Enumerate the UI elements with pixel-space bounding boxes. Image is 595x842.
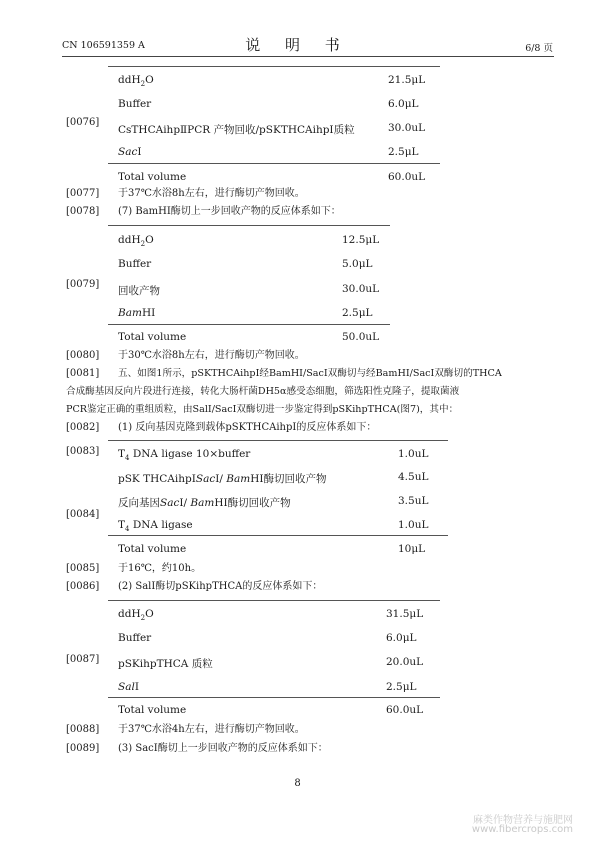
- table-row-label: $T_4$ DNA ligase: [118, 519, 193, 534]
- table-row-label: pSK THCAihpⅠSacⅠ/ BamHⅠ酶切回收产物: [118, 473, 327, 485]
- paragraph-number: [0078]: [66, 206, 100, 217]
- paragraph-number: [0076]: [66, 117, 100, 128]
- table-row-label: Total volume: [118, 543, 187, 555]
- table-row-value: 31.5μL: [386, 608, 424, 620]
- paragraph-text: 于16℃，约10h。: [118, 563, 202, 574]
- table-row-value: 2.5μL: [386, 681, 417, 693]
- patent-number: CN 106591359 A: [62, 40, 145, 51]
- table-row-value: 2.5μL: [388, 146, 419, 158]
- table-row-label: Total volume: [118, 331, 187, 343]
- paragraph-text: 于37℃水浴8h左右，进行酶切产物回收。: [118, 188, 305, 199]
- paragraph-text: (2) SalⅠ酶切pSKihpTHCA的反应体系如下：: [118, 581, 323, 592]
- paragraph-number: [0088]: [66, 724, 100, 735]
- table-sum-rule: [108, 535, 448, 536]
- table-sum-rule: [108, 697, 440, 698]
- table-row-label: CsTHCAihpⅡPCR 产物回收/pSKTHCAihpⅠ质粒: [118, 124, 355, 136]
- table-top-rule: [108, 225, 390, 226]
- table-row-label: pSKihpTHCA 质粒: [118, 658, 213, 670]
- table-row-label: ddH$_2$O: [118, 234, 154, 249]
- paragraph-number: [0087]: [66, 654, 100, 665]
- watermark-url: www.fibercrops.com: [471, 824, 573, 835]
- paragraph-text: (1) 反向基因克隆到载体pSKTHCAihpⅠ的反应体系如下：: [118, 422, 377, 433]
- table-row-value: 12.5μL: [342, 234, 380, 246]
- paragraph-text: (3) SacⅠ酶切上一步回收产物的反应体系如下：: [118, 743, 328, 754]
- paragraph-text: 五、如图1所示，pSKTHCAihpⅠ经BamHⅠ/SacⅠ双酶切与经BamHⅠ/SacⅠ双酶切的THCA: [118, 368, 502, 379]
- paragraph-number: [0089]: [66, 743, 100, 754]
- table-row-value: 6.0μL: [386, 632, 417, 644]
- paragraph-number: [0082]: [66, 422, 100, 433]
- table-row-label: ddH$_2$O: [118, 608, 154, 623]
- table-row-value: 60.0uL: [386, 704, 424, 716]
- table-row-label: Buffer: [118, 632, 152, 644]
- paragraph-number: [0084]: [66, 509, 100, 520]
- paragraph-text: 于30℃水浴8h左右，进行酶切产物回收。: [118, 350, 305, 361]
- paragraph-number: [0079]: [66, 279, 100, 290]
- table-top-rule: [108, 440, 448, 441]
- watermark-text: 麻类作物营养与施肥网: [473, 815, 573, 826]
- paragraph-number: [0081]: [66, 368, 100, 379]
- paragraph-number: [0086]: [66, 581, 100, 592]
- paragraph-number: [0077]: [66, 188, 100, 199]
- paragraph-text: 合成酶基因反向片段进行连接，转化大肠杆菌DH5α感受态细胞，筛选阳性克隆子，提取菌液: [66, 386, 460, 397]
- paragraph-number: [0083]: [66, 446, 100, 457]
- table-row-value: 30.0uL: [342, 283, 380, 295]
- paragraph-number: [0085]: [66, 563, 100, 574]
- table-row-value: 4.5uL: [398, 471, 429, 483]
- table-row-value: 5.0μL: [342, 258, 373, 270]
- table-row-value: 1.0uL: [398, 519, 429, 531]
- table-row-value: 20.0uL: [386, 656, 424, 668]
- table-row-value: 6.0μL: [388, 98, 419, 110]
- page-ratio: 6/8 页: [525, 43, 553, 54]
- table-row-label: 回收产物: [118, 285, 160, 297]
- table-row-value: 2.5μL: [342, 307, 373, 319]
- table-row-label: $T_4$ DNA ligase 10×buffer: [118, 448, 251, 463]
- table-row-value: 10μL: [398, 543, 426, 555]
- paragraph-text: (7) BamHⅠ酶切上一步回收产物的反应体系如下：: [118, 206, 341, 217]
- table-row-label: Total volume: [118, 171, 187, 183]
- table-row-label: BamHⅠ: [118, 307, 156, 319]
- table-row-value: 3.5uL: [398, 495, 429, 507]
- table-row-value: 21.5μL: [388, 74, 426, 86]
- table-sum-rule: [108, 324, 390, 325]
- table-row-value: 1.0uL: [398, 448, 429, 460]
- table-row-label: Buffer: [118, 258, 152, 270]
- table-row-label: Total volume: [118, 704, 187, 716]
- table-row-value: 60.0uL: [388, 171, 426, 183]
- document-title: 说 明 书: [245, 36, 350, 54]
- header-rule: [62, 56, 554, 57]
- table-row-label: 反向基因SacⅠ/ BamHⅠ酶切回收产物: [118, 497, 291, 509]
- paragraph-text: PCR鉴定正确的重组质粒，由SalⅠ/SacⅠ双酶切进一步鉴定得到pSKihpTHCA(图7)，其中：: [66, 404, 459, 415]
- table-row-label: ddH$_2$O: [118, 74, 154, 89]
- paragraph-number: [0080]: [66, 350, 100, 361]
- table-row-value: 30.0uL: [388, 122, 426, 134]
- table-row-value: 50.0uL: [342, 331, 380, 343]
- table-row-label: Buffer: [118, 98, 152, 110]
- paragraph-text: 于37℃水浴4h左右，进行酶切产物回收。: [118, 724, 305, 735]
- table-top-rule: [108, 600, 440, 601]
- table-row-label: SacⅠ: [118, 146, 142, 158]
- table-top-rule: [108, 66, 440, 67]
- page-number: 8: [294, 778, 301, 789]
- table-row-label: SalⅠ: [118, 681, 139, 693]
- table-sum-rule: [108, 163, 440, 164]
